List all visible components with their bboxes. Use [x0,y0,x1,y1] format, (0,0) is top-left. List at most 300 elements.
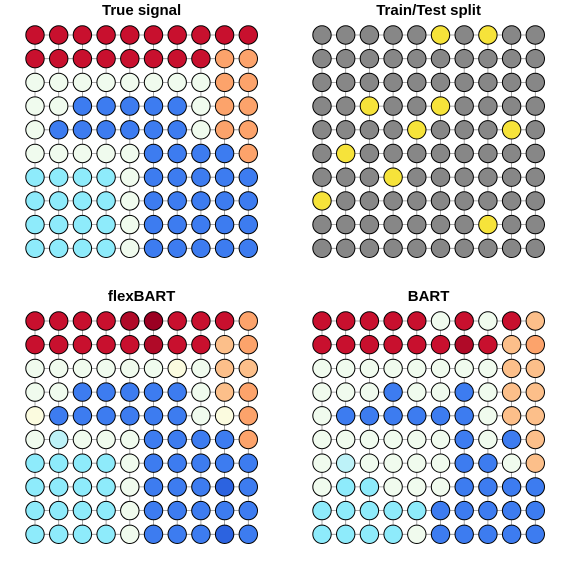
grid-node-dark_red [144,26,162,44]
grid-node-cyan [337,478,355,496]
grid-node-white [192,383,210,401]
grid-node-blue [144,454,162,472]
grid-node-gray [384,215,402,233]
grid-node-white [431,359,449,377]
grid-node-gray [360,239,378,257]
grid-node-white [455,359,473,377]
grid-node-yellow [384,168,402,186]
grid-node-blue [215,168,233,186]
grid-node-orange [215,50,233,68]
grid-node-blue [168,430,186,448]
grid-node-gray [360,144,378,162]
grid-node-white [26,144,44,162]
grid-node-cyan [313,525,331,543]
grid-node-cyan [97,501,115,519]
grid-node-dark_red [97,50,115,68]
grid-node-light_orange [239,359,257,377]
grid-node-gray [337,97,355,115]
grid-node-dark_red [73,312,91,330]
grid-node-dark_red [408,312,426,330]
grid-node-gray [455,239,473,257]
grid-node-cyan [26,192,44,210]
grid-node-dark_red [50,26,68,44]
grid-node-dark_red [97,336,115,354]
grid-node-cyan [26,239,44,257]
grid-node-blue [502,430,520,448]
grid-node-gray [408,144,426,162]
grid-node-gray [384,26,402,44]
grid-node-orange [215,121,233,139]
grid-node-dark_red [97,312,115,330]
grid-node-gray [337,121,355,139]
grid-node-white [73,144,91,162]
grid-node-blue [168,501,186,519]
grid-node-darker_blue [215,478,233,496]
grid-node-blue [215,239,233,257]
grid-node-gray [313,97,331,115]
grid-node-dark_red [73,26,91,44]
grid-node-blue [384,407,402,425]
grid-node-gray [526,26,544,44]
grid-node-dark_red [408,336,426,354]
grid-node-orange [239,97,257,115]
grid-node-yellow [408,121,426,139]
grid-node-dark_red [360,312,378,330]
grid-node-light_cyan [337,454,355,472]
grid-node-light_orange [526,454,544,472]
grid-node-blue [479,478,497,496]
grid-node-gray [455,97,473,115]
grid-node-yellow [360,97,378,115]
grid-node-blue [168,215,186,233]
grid-node-blue [408,407,426,425]
grid-node-blue [502,501,520,519]
grid-node-dark_red [455,312,473,330]
grid-node-white [192,73,210,91]
grid-node-white [313,383,331,401]
grid-node-dark_red [73,336,91,354]
grid-node-gray [408,215,426,233]
grid-node-blue [479,501,497,519]
grid-node-gray [502,192,520,210]
grid-node-white [408,454,426,472]
grid-node-dark_red [192,26,210,44]
grid-node-cyan [97,168,115,186]
grid-node-cyan [50,525,68,543]
grid-node-blue [168,478,186,496]
grid-node-white [26,359,44,377]
grid-node-dark_red [73,50,91,68]
grid-node-dark_red [121,50,139,68]
grid-node-white [431,312,449,330]
grid-node-white [192,359,210,377]
grid-node-yellow [313,192,331,210]
grid-node-orange [239,312,257,330]
grid-node-dark_red [50,50,68,68]
grid-node-gray [502,144,520,162]
grid-node-white [97,73,115,91]
grid-node-gray [384,97,402,115]
grid-node-white [313,407,331,425]
grid-node-gray [384,121,402,139]
grid-node-gray [408,50,426,68]
grid-node-gray [479,192,497,210]
grid-node-dark_red [144,50,162,68]
grid-node-white [97,359,115,377]
grid-node-white [97,144,115,162]
grid-node-blue [73,97,91,115]
grid-node-white [408,525,426,543]
grid-node-cyan [73,478,91,496]
grid-node-gray [455,192,473,210]
grid-node-cyan [73,215,91,233]
grid-node-gray [455,73,473,91]
grid-node-cyan [50,215,68,233]
grid-node-dark_red [97,26,115,44]
grid-node-white [192,97,210,115]
grid-node-blue [455,407,473,425]
grid-node-white [360,430,378,448]
grid-node-cyan [97,525,115,543]
grid-node-white [431,383,449,401]
grid-node-gray [502,215,520,233]
grid-node-dark_red [337,336,355,354]
grid-node-gray [479,168,497,186]
panel-title: flexBART [107,288,176,305]
grid-node-blue [192,478,210,496]
grid-node-light_cyan [50,430,68,448]
grid-node-gray [337,239,355,257]
grid-node-blue [502,525,520,543]
grid-node-white [384,430,402,448]
grid-node-blue [239,478,257,496]
grid-node-orange [239,144,257,162]
grid-node-dark_red [337,312,355,330]
grid-node-orange [239,121,257,139]
grid-node-gray [479,144,497,162]
grid-node-cyan [50,239,68,257]
grid-node-cyan [313,501,331,519]
grid-node-white [479,359,497,377]
grid-node-gray [337,215,355,233]
grid-node-blue [526,501,544,519]
grid-node-gray [337,192,355,210]
grid-node-white [73,73,91,91]
grid-node-cream [215,407,233,425]
grid-node-white [360,359,378,377]
grid-node-white [26,121,44,139]
grid-node-blue [144,407,162,425]
grid-node-dark_red [192,336,210,354]
grid-node-gray [384,239,402,257]
grid-node-gray [479,50,497,68]
grid-node-dark_red [215,312,233,330]
grid-node-gray [360,26,378,44]
grid-node-cyan [73,501,91,519]
grid-node-gray [479,121,497,139]
grid-node-light_orange [526,383,544,401]
grid-node-white [313,430,331,448]
grid-node-blue [144,525,162,543]
grid-node-gray [431,168,449,186]
grid-node-cyan [26,215,44,233]
grid-node-orange [239,407,257,425]
grid-node-blue [144,383,162,401]
panel-4 [313,288,545,544]
grid-node-white [337,359,355,377]
grid-node-gray [526,144,544,162]
grid-node-yellow [479,26,497,44]
grid-node-blue [239,192,257,210]
grid-node-white [26,430,44,448]
grid-node-gray [408,239,426,257]
grid-node-white [121,478,139,496]
grid-node-darker_blue [215,525,233,543]
grid-node-gray [431,215,449,233]
grid-node-dark_red [502,312,520,330]
grid-node-gray [313,239,331,257]
grid-node-white [121,144,139,162]
grid-node-blue [502,478,520,496]
grid-node-white [192,121,210,139]
grid-node-white [121,359,139,377]
grid-node-white [313,478,331,496]
grid-node-light_orange [526,407,544,425]
grid-node-cyan [408,501,426,519]
grid-node-orange [215,73,233,91]
grid-node-gray [502,26,520,44]
grid-node-gray [337,168,355,186]
grid-node-white [121,430,139,448]
grid-node-gray [526,215,544,233]
grid-node-blue [431,525,449,543]
grid-node-blue [479,454,497,472]
grid-node-dark_red [192,50,210,68]
grid-node-dark_red [168,312,186,330]
grid-node-cyan [360,525,378,543]
grid-node-blue [168,168,186,186]
grid-node-gray [360,50,378,68]
grid-node-blue [144,144,162,162]
grid-node-dark_red [215,26,233,44]
grid-node-orange [215,97,233,115]
grid-node-blue [192,144,210,162]
grid-node-gray [502,73,520,91]
grid-node-white [73,430,91,448]
grid-node-blue [526,525,544,543]
grid-node-gray [526,97,544,115]
grid-node-blue [168,192,186,210]
grid-node-blue [168,383,186,401]
panel-1 [26,2,258,258]
grid-node-blue [215,501,233,519]
grid-node-gray [313,168,331,186]
grid-node-blue [215,192,233,210]
grid-node-gray [455,215,473,233]
grid-node-white [121,73,139,91]
grid-node-cyan [384,525,402,543]
grid-node-blue [431,501,449,519]
grid-node-white [121,239,139,257]
grid-node-dark_red [431,336,449,354]
grid-node-white [144,359,162,377]
grid-node-cyan [73,525,91,543]
grid-node-blue [144,168,162,186]
grid-node-gray [502,50,520,68]
grid-node-dark_red [26,336,44,354]
grid-node-gray [455,50,473,68]
grid-node-white [431,454,449,472]
grid-node-cyan [97,215,115,233]
grid-node-white [192,407,210,425]
grid-node-cyan [26,168,44,186]
grid-node-blue [192,215,210,233]
grid-node-dark_red [313,336,331,354]
grid-node-yellow [502,121,520,139]
grid-node-cyan [97,454,115,472]
grid-node-white [97,430,115,448]
grid-node-blue [455,454,473,472]
grid-node-cyan [360,478,378,496]
grid-node-gray [313,144,331,162]
grid-node-cyan [26,525,44,543]
grid-node-blue [97,383,115,401]
grid-node-white [384,359,402,377]
grid-node-gray [479,97,497,115]
grid-node-white [168,73,186,91]
grid-node-gray [313,73,331,91]
grid-node-deep_red [455,336,473,354]
grid-node-dark_red [50,312,68,330]
grid-node-light_orange [502,383,520,401]
grid-node-gray [502,97,520,115]
grid-node-blue [144,215,162,233]
grid-node-gray [455,144,473,162]
grid-node-gray [313,50,331,68]
grid-node-dark_red [121,336,139,354]
grid-node-dark_red [192,312,210,330]
grid-node-white [337,430,355,448]
grid-node-blue [239,454,257,472]
panel-title: BART [407,288,450,305]
grid-node-blue [192,501,210,519]
grid-node-gray [431,73,449,91]
grid-node-dark_red [26,312,44,330]
grid-node-gray [526,239,544,257]
grid-node-cyan [360,501,378,519]
grid-node-gray [337,50,355,68]
grid-node-blue [239,239,257,257]
grid-node-cyan [97,239,115,257]
grid-node-dark_red [50,336,68,354]
panel-title: True signal [101,2,182,19]
grid-node-blue [144,430,162,448]
grid-node-gray [526,73,544,91]
grid-node-blue [97,97,115,115]
grid-node-dark_red [121,26,139,44]
grid-node-orange [239,50,257,68]
grid-node-cyan [337,501,355,519]
grid-node-cyan [97,478,115,496]
grid-node-gray [360,73,378,91]
grid-node-white [360,383,378,401]
grid-node-blue [168,407,186,425]
grid-node-white [121,454,139,472]
grid-node-blue [168,239,186,257]
grid-node-blue [121,383,139,401]
grid-node-blue [73,407,91,425]
grid-node-white [479,430,497,448]
grid-node-gray [384,50,402,68]
grid-node-cyan [26,501,44,519]
grid-node-gray [360,168,378,186]
grid-node-blue [526,478,544,496]
grid-node-light_orange [215,383,233,401]
grid-node-white [408,359,426,377]
grid-node-orange [239,336,257,354]
grid-node-gray [526,121,544,139]
grid-node-gray [384,192,402,210]
grid-node-white [144,73,162,91]
grid-node-light_orange [502,407,520,425]
grid-node-blue [121,121,139,139]
grid-node-blue [431,407,449,425]
grid-node-dark_red [384,312,402,330]
grid-node-white [360,454,378,472]
grid-node-light_orange [215,336,233,354]
grid-node-blue [121,407,139,425]
grid-node-blue [215,144,233,162]
grid-node-blue [215,215,233,233]
grid-node-blue [192,168,210,186]
grid-node-blue [239,215,257,233]
grid-node-white [50,144,68,162]
panel-3 [26,288,258,544]
grid-node-blue [168,97,186,115]
grid-node-gray [502,168,520,186]
grid-node-white [408,478,426,496]
grid-node-white [337,383,355,401]
grid-node-gray [384,144,402,162]
grid-node-blue [337,407,355,425]
grid-node-light_orange [526,359,544,377]
grid-node-blue [215,430,233,448]
grid-node-blue [384,383,402,401]
grid-node-blue [455,501,473,519]
grid-node-gray [526,192,544,210]
grid-node-dark_red [26,50,44,68]
grid-node-white [502,454,520,472]
grid-node-gray [479,239,497,257]
grid-node-blue [144,121,162,139]
grid-node-cyan [50,192,68,210]
grid-node-blue [215,454,233,472]
grid-node-cyan [384,501,402,519]
grid-node-gray [360,121,378,139]
grid-node-deep_red [121,312,139,330]
grid-node-white [73,359,91,377]
grid-node-cyan [50,501,68,519]
grid-node-gray [360,192,378,210]
grid-node-blue [192,239,210,257]
grid-node-blue [73,121,91,139]
grid-node-deep_red [144,336,162,354]
grid-node-gray [479,73,497,91]
grid-node-gray [408,168,426,186]
grid-node-gray [408,97,426,115]
grid-node-blue [144,501,162,519]
grid-node-blue [168,121,186,139]
